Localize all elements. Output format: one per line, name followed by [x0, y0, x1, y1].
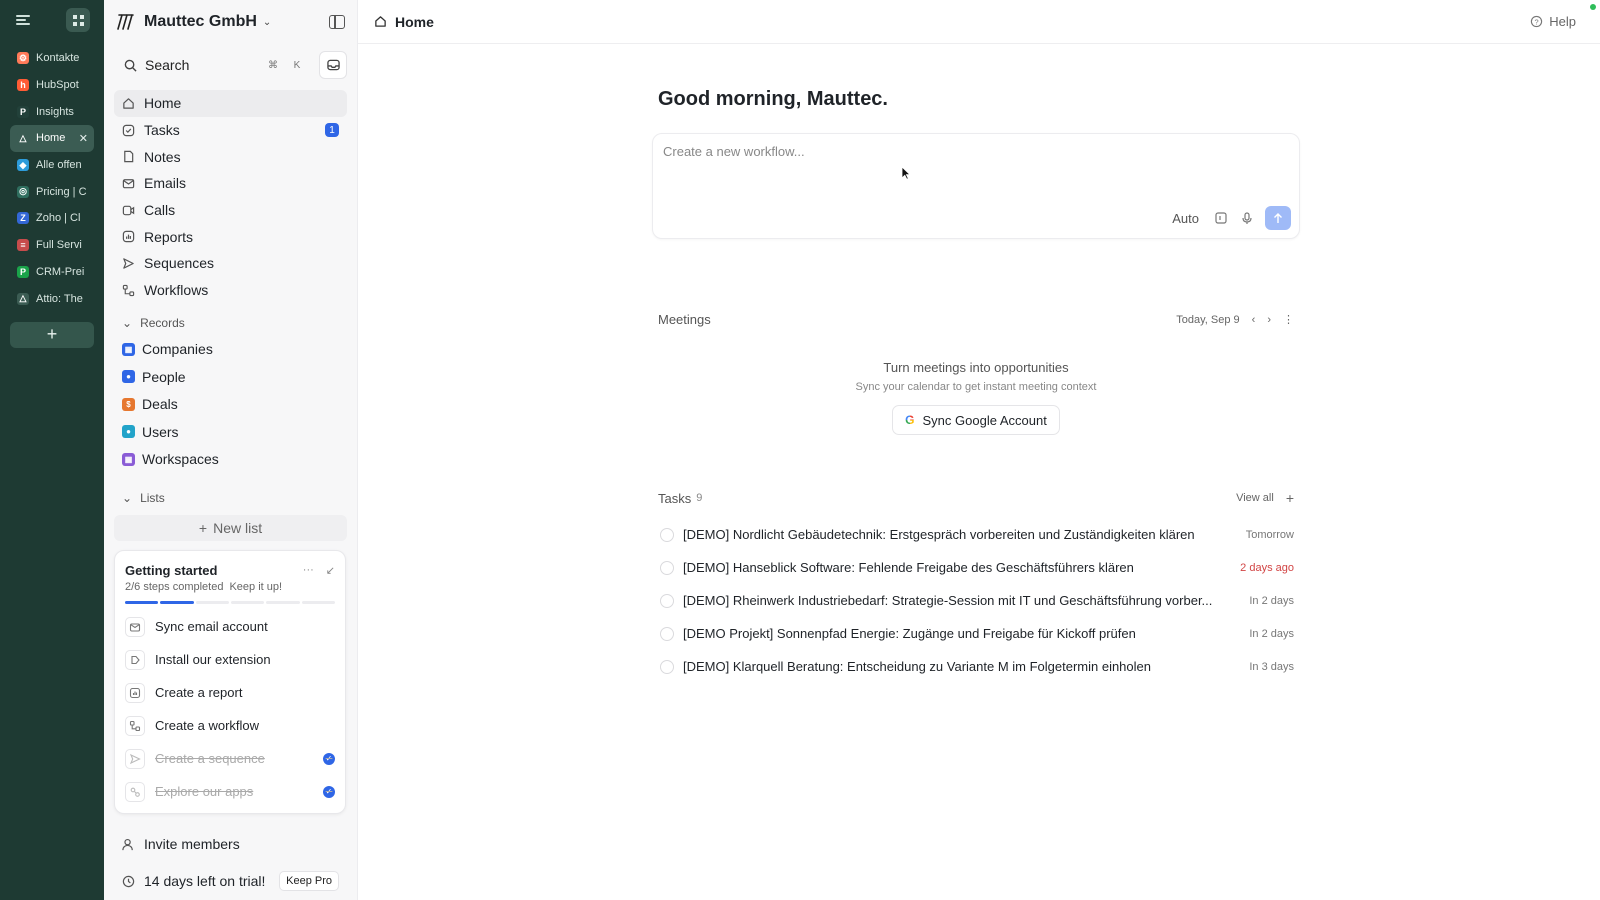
emails-icon: [122, 177, 135, 190]
attio-icon: △: [17, 132, 29, 144]
report-icon: [125, 683, 145, 703]
hubspot-icon: h: [17, 79, 29, 91]
collapse-icon[interactable]: ↙: [325, 565, 335, 577]
progress-segment: [231, 601, 264, 604]
workflow-composer[interactable]: [652, 133, 1300, 239]
meetings-title: Meetings: [658, 312, 711, 327]
people-icon: ●: [122, 370, 135, 383]
nav-item-label: Reports: [144, 228, 194, 245]
notes-icon: [122, 150, 135, 163]
chevron-down-icon: ⌄: [122, 315, 133, 330]
record-item-label: People: [142, 368, 186, 385]
main-content: [358, 0, 1600, 900]
records-section-toggle[interactable]: [114, 310, 347, 336]
tasks-title: Tasks: [658, 490, 692, 506]
home-icon: [374, 15, 387, 28]
record-item-label: Workspaces: [142, 451, 219, 468]
task-due-date: In 2 days: [1249, 594, 1294, 607]
mail-icon: [125, 617, 145, 637]
task-row[interactable]: [658, 617, 1294, 650]
record-item-label: Companies: [142, 341, 213, 358]
task-row[interactable]: [658, 551, 1294, 584]
shortcut-k: K: [293, 59, 301, 71]
view-all-link[interactable]: View all: [1236, 492, 1274, 504]
browser-tab-label: Alle offen: [36, 159, 82, 172]
attach-icon[interactable]: [1213, 210, 1229, 226]
check-icon: ✓: [323, 753, 335, 765]
progress-bar: [125, 601, 335, 604]
browser-tab-label: Insights: [36, 105, 74, 118]
browser-toolbar: [0, 0, 104, 40]
more-icon[interactable]: ···: [302, 564, 314, 576]
nav-item-calls[interactable]: [114, 197, 347, 224]
trial-banner: [114, 869, 347, 893]
browser-tab-label: Home: [36, 132, 66, 145]
browser-tab[interactable]: [10, 152, 94, 179]
sync-google-button[interactable]: [892, 405, 1060, 435]
task-checkbox[interactable]: [660, 660, 674, 674]
step-label: Explore our apps: [155, 784, 254, 799]
step-label: Create a workflow: [155, 718, 260, 733]
browser-tab[interactable]: [10, 232, 94, 259]
lists-section-toggle[interactable]: [114, 485, 347, 511]
meetings-empty-title: Turn meetings into opportunities: [883, 360, 1069, 375]
task-due-date: 2 days ago: [1240, 561, 1294, 574]
browser-tab-list: [0, 45, 104, 312]
nav-item-notes[interactable]: [114, 143, 347, 170]
keep-pro-button[interactable]: Keep Pro: [279, 871, 339, 891]
task-due-date: In 2 days: [1249, 627, 1294, 640]
browser-tab[interactable]: [10, 259, 94, 286]
browser-tab-label: Full Servi: [36, 239, 82, 252]
workflow-icon: [125, 716, 145, 736]
workflows-icon: [122, 284, 135, 297]
progress-text: 2/6 steps completed: [125, 581, 224, 593]
browser-tab[interactable]: [10, 285, 94, 312]
nav-item-label: Workflows: [144, 282, 209, 299]
chevron-down-icon: ⌄: [122, 491, 133, 505]
task-row[interactable]: [658, 650, 1294, 683]
calls-icon: [122, 204, 135, 217]
getting-started-step[interactable]: [125, 709, 335, 742]
task-list: [658, 518, 1294, 683]
task-checkbox[interactable]: [660, 627, 674, 641]
topbar: [358, 0, 1600, 44]
close-icon[interactable]: ✕: [78, 132, 88, 145]
nav-item-label: Tasks: [144, 122, 180, 139]
new-list-label: New list: [213, 520, 263, 536]
step-label: Install our extension: [155, 652, 271, 667]
workspaces-icon: ▦: [122, 453, 135, 466]
nav-item-label: Notes: [144, 148, 181, 165]
zoho-icon: Z: [17, 212, 29, 224]
nav-item-label: Emails: [144, 175, 187, 192]
meetings-date[interactable]: Today, Sep 9: [1176, 313, 1240, 326]
task-title[interactable]: [DEMO Projekt] Sonnenpfad Energie: Zugänge und Freigabe für Kickoff prüfen: [683, 626, 1136, 641]
browser-tab-label: Kontakte: [36, 52, 80, 65]
record-item-label: Deals: [142, 396, 178, 413]
trial-label: 14 days left on trial!: [144, 873, 266, 889]
nav-item-reports[interactable]: [114, 223, 347, 250]
nav-item-workflows[interactable]: [114, 277, 347, 304]
bird-icon: ◆: [17, 159, 29, 171]
encouragement-text: Keep it up!: [229, 581, 283, 593]
lists-heading: Lists: [140, 491, 165, 505]
composer-input[interactable]: Create a new workflow...: [663, 144, 805, 159]
sync-google-label: Sync Google Account: [922, 412, 1047, 428]
invite-label: Invite members: [144, 836, 240, 852]
task-row[interactable]: [658, 518, 1294, 551]
step-label: Create a report: [155, 685, 243, 700]
new-tab-button[interactable]: +: [10, 322, 94, 348]
users-icon: ●: [122, 425, 135, 438]
mode-selector[interactable]: Auto: [1172, 210, 1199, 226]
meetings-empty-subtitle: Sync your calendar to get instant meeting context: [855, 381, 1097, 393]
meetings-empty-state: [658, 360, 1294, 435]
deals-icon: $: [122, 398, 135, 411]
task-title[interactable]: [DEMO] Hanseblick Software: Fehlende Freigabe des Geschäftsführers klären: [683, 560, 1134, 575]
task-due-date: In 3 days: [1249, 660, 1294, 673]
apps-icon: [125, 782, 145, 802]
extension-icon: [125, 650, 145, 670]
inbox-icon: [327, 59, 340, 71]
nav-item-label: Calls: [144, 202, 176, 219]
tasks-count: 9: [696, 492, 703, 504]
getting-started-step[interactable]: [125, 643, 335, 676]
check-icon: ✓: [323, 786, 335, 798]
browser-tab-label: Attio: The: [36, 292, 83, 305]
greeting-title: Good morning, Mauttec.: [658, 88, 888, 110]
sequence-icon: [125, 749, 145, 769]
workspace-header: [104, 0, 357, 44]
record-item-users[interactable]: [114, 418, 347, 446]
task-checkbox[interactable]: [660, 528, 674, 542]
progress-segment: [125, 601, 158, 604]
google-icon: G: [905, 413, 915, 427]
clock-icon: [122, 875, 135, 888]
mouse-cursor-icon: [901, 166, 911, 180]
search-label: Search: [145, 57, 190, 73]
service-icon: ≡: [17, 239, 29, 251]
nav-item-label: Sequences: [144, 255, 215, 272]
record-item-deals[interactable]: [114, 391, 347, 419]
step-label: Sync email account: [155, 619, 268, 634]
task-title[interactable]: [DEMO] Nordlicht Gebäudetechnik: Erstgespräch vorbereiten und Zuständigkeiten klären: [683, 527, 1195, 542]
getting-started-step[interactable]: [125, 676, 335, 709]
record-item-workspaces[interactable]: [114, 446, 347, 474]
nav-item-label: Home: [144, 95, 182, 112]
invite-members-button[interactable]: [114, 832, 248, 856]
record-item-companies[interactable]: [114, 336, 347, 364]
apps-grid-icon[interactable]: [66, 8, 90, 32]
browser-tab[interactable]: [10, 205, 94, 232]
progress-segment: [196, 601, 229, 604]
hubspot-icon: ⚙: [18, 52, 28, 63]
count-badge: 1: [325, 123, 339, 137]
browser-tab-label: Zoho | Cl: [36, 212, 81, 225]
browser-tab[interactable]: [10, 125, 94, 152]
progress-segment: [302, 601, 335, 604]
chevron-left-icon[interactable]: ‹: [1251, 313, 1256, 326]
nav-item-emails[interactable]: [114, 170, 347, 197]
browser-tab-label: HubSpot: [36, 79, 79, 92]
send-button[interactable]: [1265, 206, 1291, 230]
getting-started-title: Getting started: [125, 563, 218, 578]
sidebar-toggle-icon[interactable]: [329, 15, 345, 29]
p-green-icon: P: [17, 266, 29, 278]
pricing-icon: ◎: [17, 186, 29, 198]
add-task-icon[interactable]: +: [1285, 490, 1294, 506]
nav-item-tasks[interactable]: [114, 117, 347, 144]
home-icon: [122, 97, 135, 110]
microphone-icon[interactable]: [1239, 210, 1255, 226]
search-input[interactable]: [116, 51, 313, 79]
browser-tab[interactable]: [10, 72, 94, 99]
task-title[interactable]: [DEMO] Rheinwerk Industriebedarf: Strategie-Session mit IT und Geschäftsführung vorber...: [683, 593, 1213, 608]
main-nav: [104, 79, 357, 304]
browser-sidebar: [0, 0, 104, 900]
more-vertical-icon[interactable]: ⋮: [1283, 314, 1294, 326]
app-sidebar: [104, 0, 358, 900]
attio-icon: △: [17, 293, 29, 305]
record-item-label: Users: [142, 423, 179, 440]
help-icon: [1530, 15, 1543, 28]
shortcut-cmd: ⌘: [268, 59, 278, 71]
task-row[interactable]: [658, 584, 1294, 617]
getting-started-step[interactable]: [125, 742, 335, 775]
meetings-header: [658, 312, 1294, 327]
workspace-name[interactable]: Mauttec GmbH: [144, 13, 257, 30]
plus-icon: +: [198, 520, 208, 536]
task-checkbox[interactable]: [660, 594, 674, 608]
help-button[interactable]: [1530, 14, 1576, 29]
tasks-icon: [122, 124, 135, 137]
browser-tab-label: CRM-Prei: [36, 265, 85, 278]
browser-tab[interactable]: [10, 98, 94, 125]
workspace-logo-icon: [116, 12, 136, 32]
record-item-people[interactable]: [114, 363, 347, 391]
companies-icon: ▦: [122, 343, 135, 356]
nav-item-home[interactable]: [114, 90, 347, 117]
search-icon: [124, 59, 137, 72]
menu-icon[interactable]: [16, 15, 30, 25]
getting-started-card: [114, 550, 346, 814]
task-title[interactable]: [DEMO] Klarquell Beratung: Entscheidung zu Variante M im Folgetermin einholen: [683, 659, 1151, 674]
step-label: Create a sequence: [155, 751, 265, 766]
task-checkbox[interactable]: [660, 561, 674, 575]
progress-segment: [160, 601, 193, 604]
browser-tab[interactable]: [10, 178, 94, 205]
records-heading: Records: [140, 315, 185, 330]
svg-text:?: ?: [1534, 17, 1539, 27]
arrow-up-icon: [1273, 213, 1283, 224]
status-dot: [1590, 4, 1596, 10]
getting-started-step[interactable]: [125, 610, 335, 643]
breadcrumb: Home: [395, 13, 434, 30]
reports-icon: [122, 230, 135, 243]
nav-item-sequences[interactable]: [114, 250, 347, 277]
user-plus-icon: [122, 838, 135, 851]
p-icon: P: [17, 106, 29, 118]
help-label: Help: [1549, 14, 1576, 29]
browser-tab[interactable]: [10, 45, 94, 72]
progress-segment: [266, 601, 299, 604]
new-list-button[interactable]: [114, 515, 347, 541]
task-due-date: Tomorrow: [1245, 528, 1294, 541]
getting-started-step[interactable]: [125, 775, 335, 808]
tasks-header: [658, 490, 1294, 506]
browser-tab-label: Pricing | C: [36, 185, 87, 198]
sequences-icon: [122, 257, 135, 270]
chevron-down-icon[interactable]: ⌄: [262, 16, 272, 28]
inbox-button[interactable]: [319, 51, 347, 79]
chevron-right-icon[interactable]: ›: [1267, 313, 1271, 326]
